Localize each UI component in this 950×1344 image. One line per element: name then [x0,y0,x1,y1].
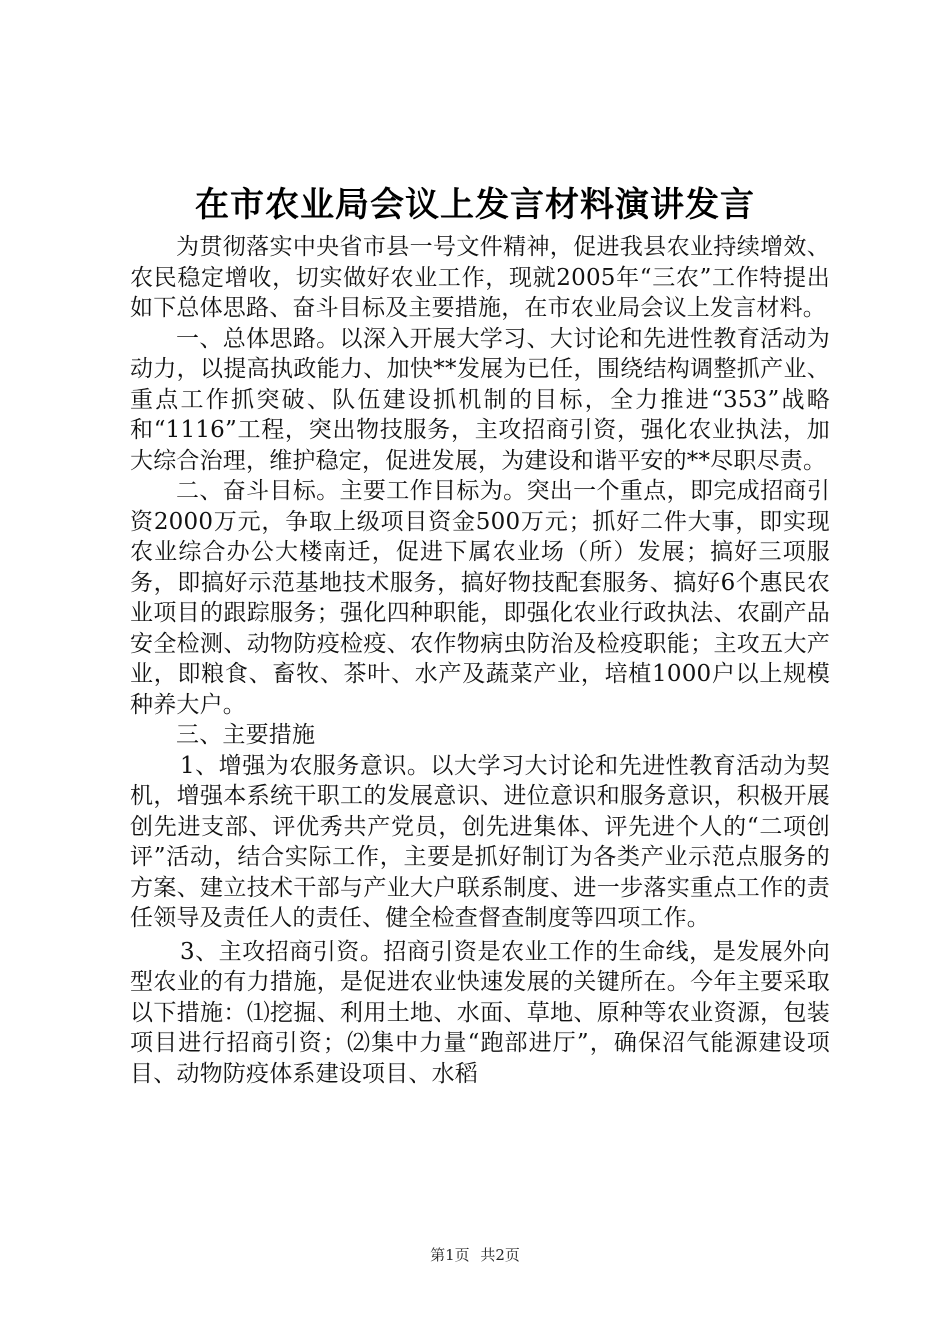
paragraph-measure-3: 3、主攻招商引资。招商引资是农业工作的生命线，是发展外向型农业的有力措施，是促进农业快速发展的关键所在。今年主要采取以下措施：⑴挖掘、利用土地、水面、草地、原种等农业资源，包装项目进行招商引资；⑵集中力量“跑部进厅”，确保沼气能源建设项目、动物防疫体系建设项目、水稻 [130,938,830,1087]
page-footer [0,1245,950,1265]
paragraph-measure-1: 1、增强为农服务意识。以大学习大讨论和先进性教育活动为契机，增强本系统干职工的发展意识、进位意识和服务意识，积极开展创先进支部、评优秀共产党员，创先进集体、评先进个人的“二项创评”活动，结合实际工作，主要是抓好制订为各类产业示范点服务的方案、建立技术干部与产业大户联系制度、进一步落实重点工作的责任领导及责任人的责任、健全检查督查制度等四项工作。 [130,752,830,931]
paragraph-measures-heading: 三、主要措施 [176,722,316,748]
paragraph-intro: 为贯彻落实中央省市县一号文件精神，促进我县农业持续增效、农民稳定增收，切实做好农业工作，现就2005年“三农”工作特提出如下总体思路、奋斗目标及主要措施，在市农业局会议上发言材料。 [130,234,830,321]
page-number: 第1页 [430,1246,470,1264]
document-title: 在市农业局会议上发言材料演讲发言 [195,185,755,225]
paragraph-goals: 二、奋斗目标。主要工作目标为。突出一个重点，即完成招商引资2000万元，争取上级项目资金500万元；抓好二件大事，即实现农业综合办公大楼南迁，促进下属农业场（所）发展；搞好三项服务，即搞好示范基地技术服务，搞好物技配套服务、搞好6个惠民农业项目的跟踪服务；强化四种职能，即强化农业行政执法、农副产品安全检测、动物防疫检疫、农作物病虫防治及检疫职能；主攻五大产业，即粮食、畜牧、茶叶、水产及蔬菜产业，培植1000户以上规模种养大户。 [130,478,830,718]
page-total: 共2页 [480,1246,520,1264]
paragraph-overall-approach: 一、总体思路。以深入开展大学习、大讨论和先进性教育活动为动力，以提高执政能力、加快**发展为已任，围绕结构调整抓产业、重点工作抓突破、队伍建设抓机制的目标，全力推进“353”战略和“1116”工程，突出物技服务，主攻招商引资，强化农业执法，加大综合治理，维护稳定，促进发展，为建设和谐平安的**尽职尽责。 [130,325,830,474]
document-body [130,232,830,1089]
